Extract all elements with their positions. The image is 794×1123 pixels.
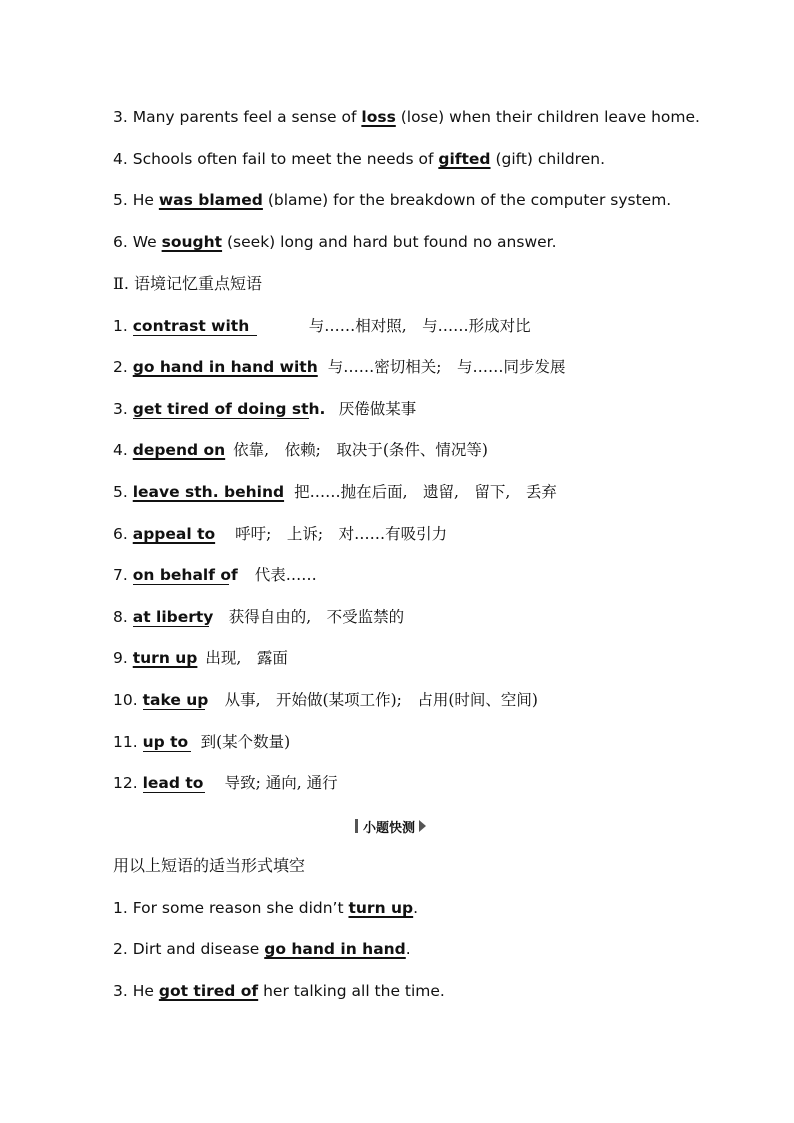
phrase-meaning: 代表……: [254, 566, 317, 584]
item-number: 1.: [113, 317, 128, 335]
phrase-answer: [132, 608, 214, 627]
phrase-meaning: 把……抛在后面, 遗留, 留下, 丢弃: [294, 483, 557, 501]
item-text-before: Many parents feel a sense of: [132, 108, 362, 126]
phrase-item-3: [113, 399, 416, 419]
phrase-item-2: [113, 357, 565, 377]
phrase-answer: [132, 400, 326, 419]
phrase-meaning: 出现, 露面: [205, 649, 288, 667]
phrase-answer: [142, 691, 209, 710]
phrase-meaning: 厌倦做某事: [338, 400, 417, 418]
badge-label: 小题快测: [363, 820, 416, 836]
item-text-before: He: [132, 191, 159, 209]
item-text-after: (seek) long and hard but found no answer.: [222, 233, 557, 251]
phrase-item-1: [113, 316, 531, 336]
item-number: 10.: [113, 691, 138, 709]
vocab-item-6: [113, 232, 557, 252]
badge-bar-icon: [355, 819, 358, 833]
phrase-text: contrast with: [132, 317, 250, 335]
phrase-answer: [143, 733, 191, 752]
phrase-text: appeal to: [132, 525, 216, 543]
item-number: 4.: [113, 441, 128, 459]
phrase-text: leave sth. behind: [132, 483, 285, 501]
answer-text: gifted: [438, 150, 491, 168]
answer-text: loss: [361, 108, 396, 126]
phrase-text: lead to: [142, 774, 204, 792]
phrase-item-7: [113, 565, 317, 585]
phrase-meaning: 呼吁; 上诉; 对……有吸引力: [235, 525, 448, 543]
phrase-meaning: 到(某个数量): [200, 733, 291, 751]
item-text-before: We: [132, 233, 162, 251]
phrase-meaning: 与……密切相关; 与……同步发展: [327, 358, 566, 376]
item-number: 3.: [113, 400, 128, 418]
item-text-after: .: [413, 899, 419, 917]
item-text-before: Schools often fail to meet the needs of: [132, 150, 439, 168]
phrase-answer: [143, 774, 205, 793]
item-text-after: (gift) children.: [490, 150, 606, 168]
phrase-text: at liberty: [132, 608, 214, 626]
phrase-meaning: 获得自由的, 不受监禁的: [228, 608, 405, 626]
item-text-after: .: [405, 940, 411, 958]
phrase-text: take up: [142, 691, 209, 709]
phrase-answer: [132, 566, 238, 585]
phrase-text: up to: [142, 733, 189, 751]
answer-text: turn up: [348, 899, 414, 917]
section-heading: Ⅱ. 语境记忆重点短语: [113, 274, 263, 293]
quiz-instruction: 用以上短语的适当形式填空: [113, 856, 306, 875]
item-number: 8.: [113, 608, 128, 626]
item-number: 4.: [113, 150, 128, 168]
phrase-item-4: [113, 440, 488, 460]
item-text-before: For some reason she didn’t: [132, 899, 349, 917]
phrase-item-9: [113, 648, 288, 668]
phrase-text: depend on: [132, 441, 226, 459]
phrase-item-5: [113, 482, 557, 502]
phrase-text: go hand in hand with: [132, 358, 318, 376]
answer-text: got tired of: [158, 982, 259, 1000]
item-number: 3.: [113, 108, 128, 126]
item-number: 2.: [113, 940, 128, 958]
item-text-after: her talking all the time.: [258, 982, 445, 1000]
phrase-meaning: 导致; 通向, 通行: [224, 774, 338, 792]
phrase-item-11: [113, 732, 290, 752]
quiz-item-1: [113, 898, 418, 918]
phrase-meaning: 从事, 开始做(某项工作); 占用(时间、空间): [224, 691, 538, 709]
quiz-badge: [355, 816, 426, 836]
quiz-item-2: [113, 939, 411, 959]
quiz-item-3: [113, 981, 445, 1001]
item-text-before: He: [132, 982, 159, 1000]
item-number: 5.: [113, 483, 128, 501]
item-number: 9.: [113, 649, 128, 667]
phrase-item-6: [113, 524, 447, 544]
item-text-before: Dirt and disease: [132, 940, 265, 958]
badge-arrow-icon: [419, 820, 426, 832]
phrase-meaning: 与……相对照, 与……形成对比: [308, 317, 531, 335]
answer-text: go hand in hand: [264, 940, 406, 958]
phrase-text: get tired of doing sth.: [132, 400, 326, 418]
phrase-answer: [133, 317, 257, 336]
phrase-item-8: [113, 607, 404, 627]
item-number: 3.: [113, 982, 128, 1000]
phrase-item-10: [113, 690, 538, 710]
answer-text: sought: [161, 233, 223, 251]
item-number: 11.: [113, 733, 138, 751]
item-number: 2.: [113, 358, 128, 376]
item-number: 12.: [113, 774, 138, 792]
item-text-after: (lose) when their children leave home.: [395, 108, 700, 126]
vocab-item-5: [113, 190, 671, 210]
phrase-text: on behalf of: [132, 566, 238, 584]
phrase-text: turn up: [132, 649, 198, 667]
item-number: 6.: [113, 233, 128, 251]
item-number: 5.: [113, 191, 128, 209]
item-number: 6.: [113, 525, 128, 543]
answer-text: was blamed: [158, 191, 263, 209]
vocab-item-4: [113, 149, 605, 169]
phrase-item-12: [113, 773, 338, 793]
phrase-meaning: 依靠, 依赖; 取决于(条件、情况等): [233, 441, 488, 459]
item-number: 7.: [113, 566, 128, 584]
vocab-item-3: [113, 107, 700, 127]
item-text-after: (blame) for the breakdown of the computer system.: [262, 191, 672, 209]
item-number: 1.: [113, 899, 128, 917]
